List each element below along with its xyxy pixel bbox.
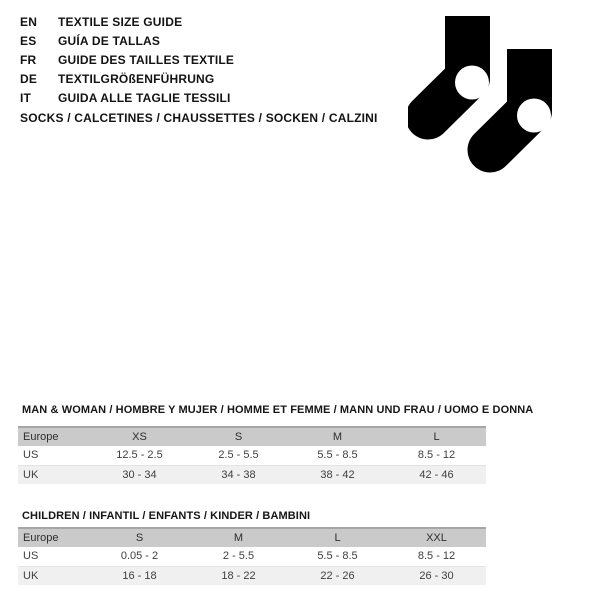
region-cell: UK <box>23 469 39 481</box>
column-header-size: L <box>433 431 440 443</box>
column-header-size: XXL <box>426 532 447 544</box>
column-header-size: S <box>234 431 243 443</box>
size-cell: 26 - 30 <box>419 570 454 582</box>
language-row-es <box>20 32 234 51</box>
column-header-size: L <box>334 532 341 544</box>
socks-icon <box>408 14 564 174</box>
table-row-us <box>18 547 486 566</box>
language-code: FR <box>20 53 37 67</box>
language-row-it <box>20 89 234 108</box>
language-row-de <box>20 70 234 89</box>
language-row-en <box>20 13 234 32</box>
section-title-man-woman: MAN & WOMAN / HOMBRE Y MUJER / HOMME ET FEMME / MANN UND FRAU / UOMO E DONNA <box>22 404 534 416</box>
language-label: GUIDE DES TAILLES TEXTILE <box>58 53 235 67</box>
language-label: GUIDA ALLE TAGLIE TESSILI <box>58 91 231 105</box>
socks-icon-svg <box>408 14 564 174</box>
size-cell: 18 - 22 <box>221 570 256 582</box>
table-row-uk <box>18 566 486 585</box>
language-label: TEXTILGRÖßENFÜHRUNG <box>58 72 215 86</box>
size-cell: 2.5 - 5.5 <box>218 449 259 461</box>
size-cell: 12.5 - 2.5 <box>116 449 163 461</box>
category-heading: SOCKS / CALCETINES / CHAUSSETTES / SOCKEN / CALZINI <box>20 111 378 125</box>
size-table-children <box>18 527 486 585</box>
size-cell: 16 - 18 <box>122 570 157 582</box>
size-cell: 30 - 34 <box>122 469 157 481</box>
language-code: ES <box>20 34 37 48</box>
language-code: IT <box>20 91 32 105</box>
column-header-region: Europe <box>23 431 59 443</box>
size-table-man-woman <box>18 426 486 484</box>
language-label: GUÍA DE TALLAS <box>58 34 161 48</box>
table-header-row <box>18 527 486 547</box>
size-cell: 38 - 42 <box>320 469 355 481</box>
size-cell: 8.5 - 12 <box>417 449 456 461</box>
size-cell: 2 - 5.5 <box>222 550 255 562</box>
column-header-size: M <box>233 532 244 544</box>
table-header-row <box>18 426 486 446</box>
column-header-region: Europe <box>23 532 59 544</box>
column-header-size: M <box>332 431 343 443</box>
region-cell: US <box>23 550 39 562</box>
region-cell: US <box>23 449 39 461</box>
table-row-uk <box>18 465 486 484</box>
size-cell: 8.5 - 12 <box>417 550 456 562</box>
size-cell: 22 - 26 <box>320 570 355 582</box>
size-cell: 5.5 - 8.5 <box>317 449 358 461</box>
language-code: DE <box>20 72 38 86</box>
language-row-fr <box>20 51 234 70</box>
size-cell: 34 - 38 <box>221 469 256 481</box>
size-cell: 5.5 - 8.5 <box>317 550 358 562</box>
language-code: EN <box>20 15 38 29</box>
language-list <box>20 13 234 108</box>
region-cell: UK <box>23 570 39 582</box>
column-header-size: S <box>135 532 144 544</box>
language-label: TEXTILE SIZE GUIDE <box>58 15 183 29</box>
size-cell: 0.05 - 2 <box>120 550 159 562</box>
size-cell: 42 - 46 <box>419 469 454 481</box>
section-title-children: CHILDREN / INFANTIL / ENFANTS / KINDER / BAMBINI <box>22 510 311 522</box>
table-row-us <box>18 446 486 465</box>
column-header-size: XS <box>132 431 147 443</box>
